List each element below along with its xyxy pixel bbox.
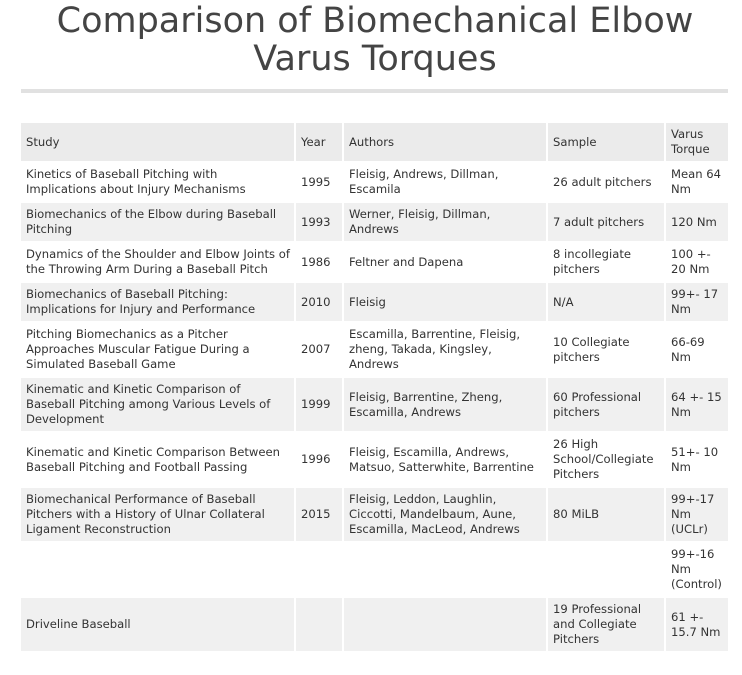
column-header-authors: Authors: [342, 123, 546, 163]
column-header-sample: Sample: [546, 123, 664, 163]
cell-year: 2015: [294, 488, 342, 543]
table-row: [21, 323, 728, 378]
cell-authors: [342, 543, 546, 598]
page-title: [0, 2, 742, 78]
cell-study: Driveline Baseball: [21, 598, 294, 653]
cell-varus-torque: 51+- 10 Nm: [664, 433, 728, 488]
data-table: [21, 123, 728, 653]
cell-authors: Fleisig, Barrentine, Zheng, Escamilla, Andrews: [342, 378, 546, 433]
cell-sample: 8 incollegiate pitchers: [546, 243, 664, 283]
cell-study: Kinematic and Kinetic Comparison Between Baseball Pitching and Football Passing: [21, 433, 294, 488]
cell-varus-torque: 99+-16 Nm (Control): [664, 543, 728, 598]
cell-sample: 10 Collegiate pitchers: [546, 323, 664, 378]
cell-study: [21, 543, 294, 598]
table-row: [21, 488, 728, 543]
table-header-row: [21, 123, 728, 163]
cell-varus-torque: 64 +- 15 Nm: [664, 378, 728, 433]
cell-authors: Fleisig, Escamilla, Andrews, Matsuo, Satterwhite, Barrentine: [342, 433, 546, 488]
table-row: [21, 433, 728, 488]
cell-sample: 80 MiLB: [546, 488, 664, 543]
cell-study: Biomechanics of the Elbow during Baseball Pitching: [21, 203, 294, 243]
table-row: [21, 543, 728, 598]
cell-study: Kinematic and Kinetic Comparison of Baseball Pitching among Various Levels of Development: [21, 378, 294, 433]
cell-year: 1999: [294, 378, 342, 433]
title-line-2: Varus Torques: [253, 39, 497, 79]
cell-study: Kinetics of Baseball Pitching with Implications about Injury Mechanisms: [21, 163, 294, 203]
cell-varus-torque: Mean 64 Nm: [664, 163, 728, 203]
cell-year: 1996: [294, 433, 342, 488]
cell-authors: Feltner and Dapena: [342, 243, 546, 283]
cell-authors: Fleisig: [342, 283, 546, 323]
cell-authors: Werner, Fleisig, Dillman, Andrews: [342, 203, 546, 243]
title-line-1: Comparison of Biomechanical Elbow: [56, 1, 694, 41]
table-row: [21, 378, 728, 433]
cell-year: [294, 543, 342, 598]
cell-study: Biomechanics of Baseball Pitching: Implications for Injury and Performance: [21, 283, 294, 323]
cell-sample: 60 Professional pitchers: [546, 378, 664, 433]
cell-authors: Fleisig, Leddon, Laughlin, Ciccotti, Mandelbaum, Aune, Escamilla, MacLeod, Andrews: [342, 488, 546, 543]
cell-sample: [546, 543, 664, 598]
table-row: [21, 163, 728, 203]
cell-sample: N/A: [546, 283, 664, 323]
column-header-study: Study: [21, 123, 294, 163]
cell-varus-torque: 66-69 Nm: [664, 323, 728, 378]
cell-authors: Fleisig, Andrews, Dillman, Escamila: [342, 163, 546, 203]
column-header-varus-torque: Varus Torque: [664, 123, 728, 163]
column-header-year: Year: [294, 123, 342, 163]
cell-varus-torque: 120 Nm: [664, 203, 728, 243]
cell-sample: 26 High School/Collegiate Pitchers: [546, 433, 664, 488]
cell-authors: Escamilla, Barrentine, Fleisig, zheng, Takada, Kingsley, Andrews: [342, 323, 546, 378]
cell-study: Biomechanical Performance of Baseball Pitchers with a History of Ulnar Collateral Ligament Reconstruction: [21, 488, 294, 543]
cell-authors: [342, 598, 546, 653]
cell-study: Pitching Biomechanics as a Pitcher Approaches Muscular Fatigue During a Simulated Baseball Game: [21, 323, 294, 378]
table-row: [21, 243, 728, 283]
cell-sample: 7 adult pitchers: [546, 203, 664, 243]
cell-sample: 19 Professional and Collegiate Pitchers: [546, 598, 664, 653]
cell-year: [294, 598, 342, 653]
table-row: [21, 283, 728, 323]
cell-varus-torque: 99+-17 Nm (UCLr): [664, 488, 728, 543]
table-row: [21, 598, 728, 653]
cell-year: 2007: [294, 323, 342, 378]
cell-study: Dynamics of the Shoulder and Elbow Joints of the Throwing Arm During a Baseball Pitch: [21, 243, 294, 283]
cell-varus-torque: 100 +- 20 Nm: [664, 243, 728, 283]
cell-year: 2010: [294, 283, 342, 323]
title-divider: [21, 89, 728, 93]
table-row: [21, 203, 728, 243]
cell-varus-torque: 99+- 17 Nm: [664, 283, 728, 323]
cell-varus-torque: 61 +- 15.7 Nm: [664, 598, 728, 653]
cell-year: 1995: [294, 163, 342, 203]
cell-sample: 26 adult pitchers: [546, 163, 664, 203]
cell-year: 1993: [294, 203, 342, 243]
cell-year: 1986: [294, 243, 342, 283]
